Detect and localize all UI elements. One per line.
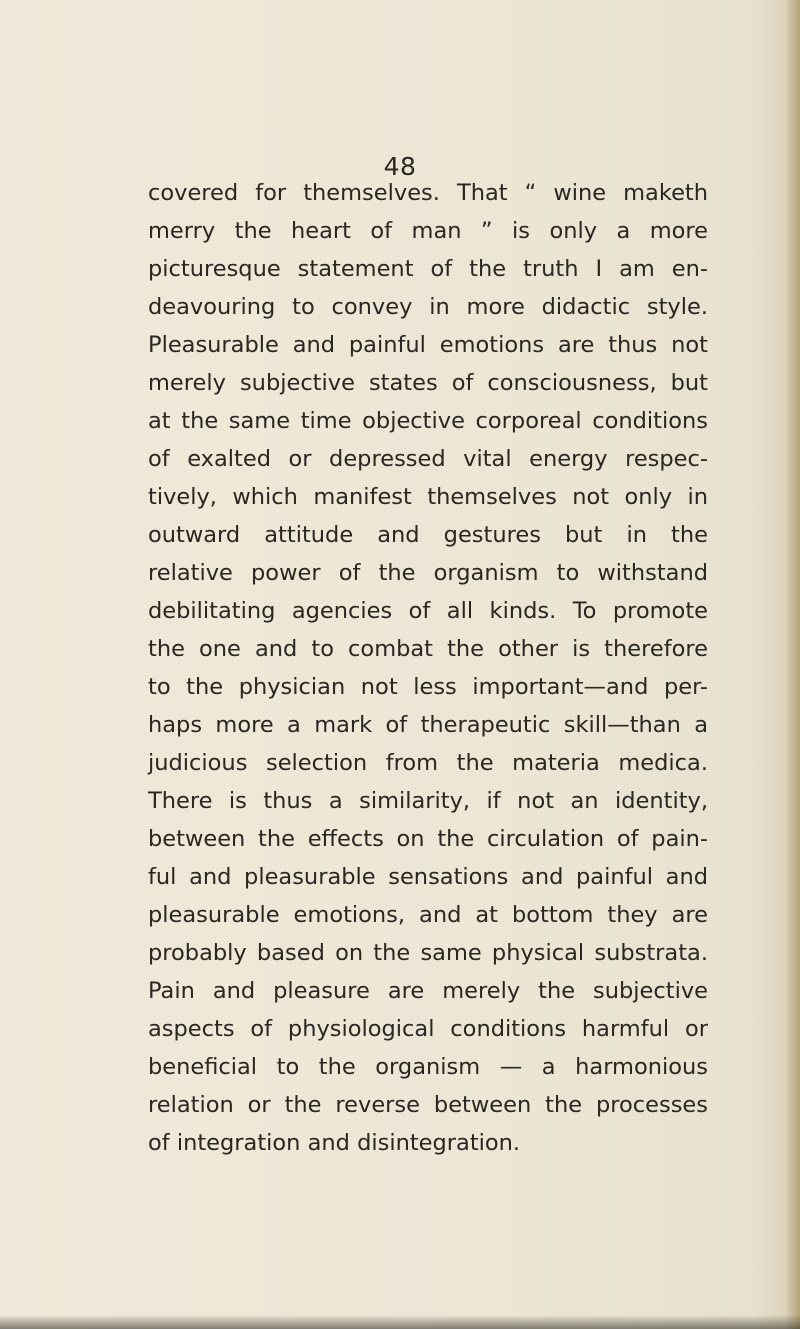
text-line: covered for themselves. That “ wine maketh (148, 180, 708, 206)
text-line: outward attitude and gestures but in the (148, 522, 708, 548)
text-line: There is thus a similarity, if not an identity, (148, 788, 708, 814)
body-paragraph (148, 174, 708, 1162)
text-line: deavouring to convey in more didactic style. (148, 294, 708, 320)
text-line: debilitating agencies of all kinds. To promote (148, 598, 708, 624)
text-line: relation or the reverse between the processes (148, 1092, 708, 1118)
text-line: between the effects on the circulation of pain- (148, 826, 708, 852)
text-line: judicious selection from the materia medica. (148, 750, 708, 776)
text-line: to the physician not less important—and per- (148, 674, 708, 700)
text-line: relative power of the organism to withstand (148, 560, 708, 586)
text-line: of integration and disintegration. (148, 1130, 521, 1156)
page-bottom-shadow (0, 1315, 800, 1329)
text-line: tively, which manifest themselves not only in (148, 484, 708, 510)
text-line: Pleasurable and painful emotions are thus not (148, 332, 708, 358)
text-line: pleasurable emotions, and at bottom they are (148, 902, 708, 928)
text-line: probably based on the same physical substrata. (148, 940, 708, 966)
text-line: picturesque statement of the truth I am en- (148, 256, 708, 282)
text-line: Pain and pleasure are merely the subjective (148, 978, 708, 1004)
text-line: merely subjective states of consciousness, but (148, 370, 708, 396)
text-line: at the same time objective corporeal conditions (148, 408, 708, 434)
text-line: the one and to combat the other is therefore (148, 636, 708, 662)
page-number: 48 (383, 152, 417, 181)
text-line: aspects of physiological conditions harmful or (148, 1016, 708, 1042)
text-line: ful and pleasurable sensations and painful and (148, 864, 708, 890)
text-line: of exalted or depressed vital energy respec- (148, 446, 708, 472)
text-line: merry the heart of man ” is only a more (148, 218, 708, 244)
page-edge-shadow (786, 0, 800, 1329)
text-line: haps more a mark of therapeutic skill—than a (148, 712, 708, 738)
text-line: beneficial to the organism — a harmonious (148, 1054, 708, 1080)
